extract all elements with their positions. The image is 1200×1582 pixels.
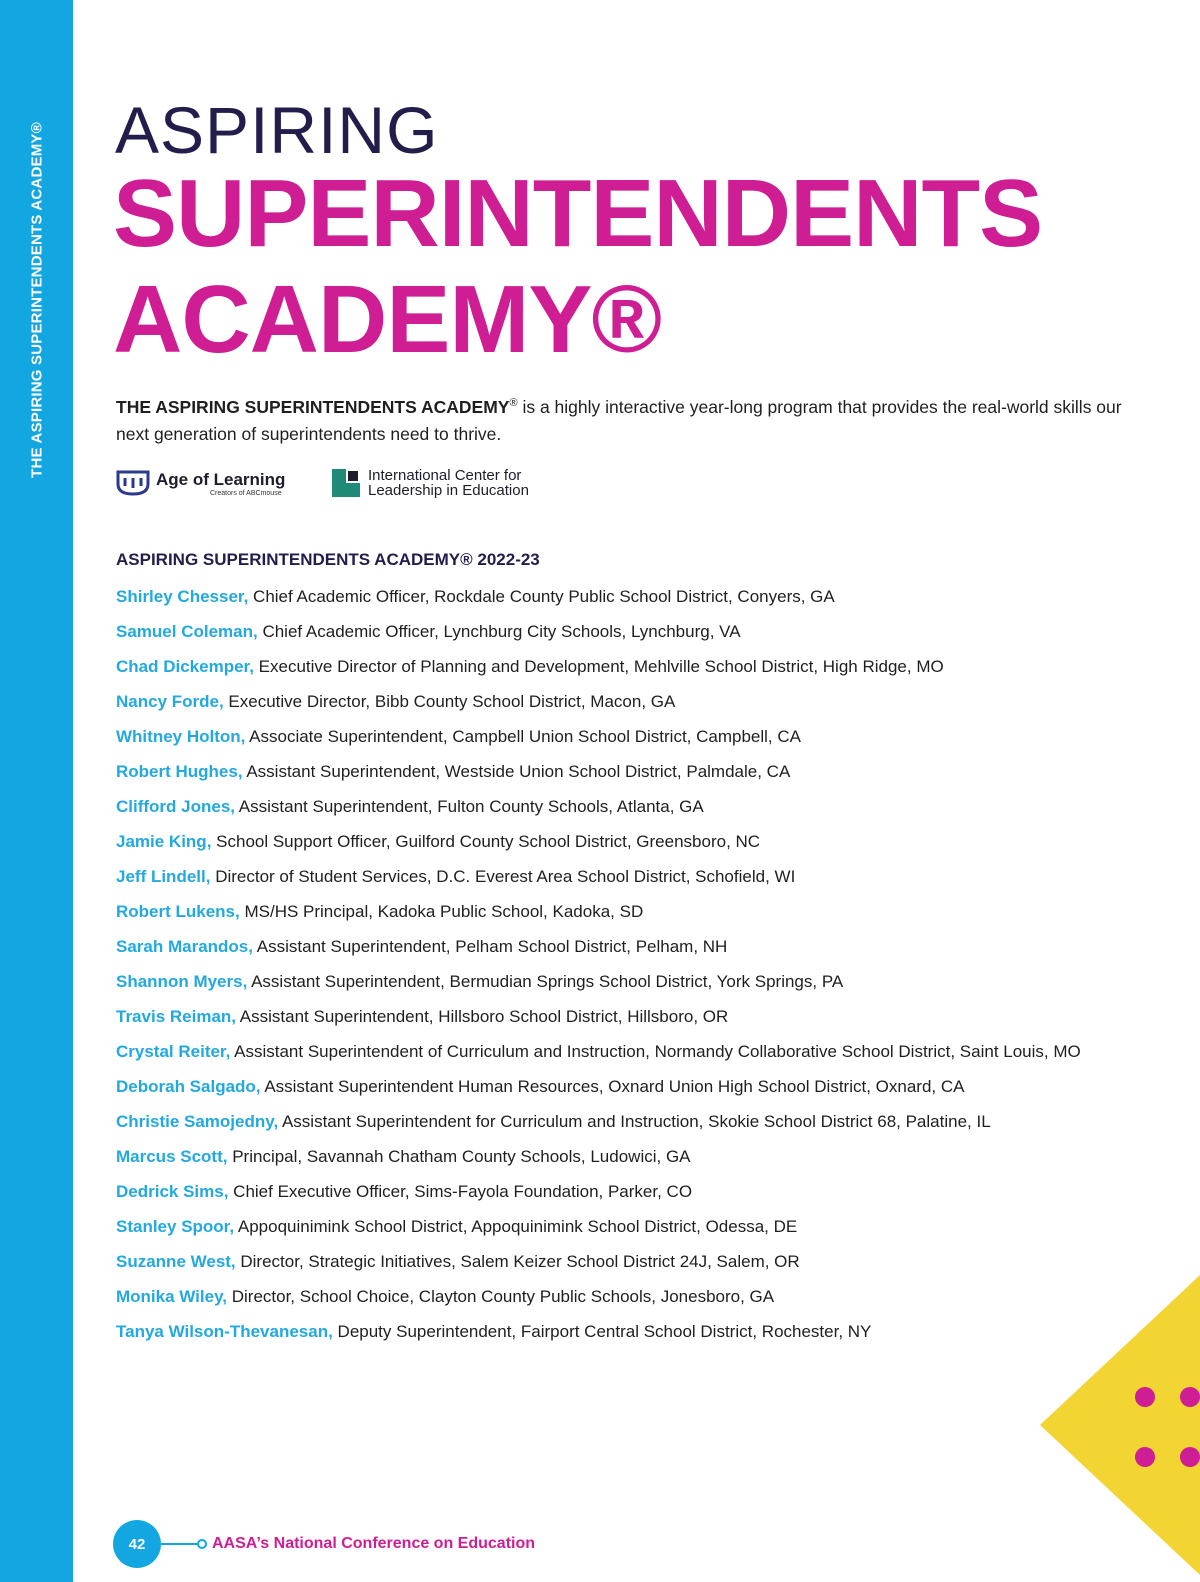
- member-name: Dedrick Sims,: [116, 1182, 229, 1201]
- member-detail: Director, School Choice, Clayton County Public Schools, Jonesboro, GA: [227, 1287, 775, 1306]
- member-entry: [116, 1178, 1126, 1213]
- member-name: Sarah Marandos,: [116, 937, 253, 956]
- member-name: Monika Wiley,: [116, 1287, 227, 1306]
- member-name: Marcus Scott,: [116, 1147, 228, 1166]
- member-name: Tanya Wilson-Thevanesan,: [116, 1322, 333, 1341]
- intro-bold: THE ASPIRING SUPERINTENDENTS ACADEMY: [116, 396, 510, 417]
- member-name: Jamie King,: [116, 832, 212, 851]
- member-name: Whitney Holton,: [116, 727, 246, 746]
- icle-name: [368, 468, 529, 498]
- member-entry: [116, 1318, 1126, 1353]
- member-detail: Principal, Savannah Chatham County Schools, Ludowici, GA: [227, 1147, 691, 1166]
- member-detail: Executive Director of Planning and Development, Mehlville School District, High Ridge, MO: [253, 657, 944, 676]
- footer-title: AASA’s National Conference on Education: [212, 1535, 536, 1552]
- member-entry: [116, 583, 1126, 618]
- member-detail: Deputy Superintendent, Fairport Central School District, Rochester, NY: [332, 1322, 872, 1341]
- member-name: Clifford Jones,: [116, 797, 236, 816]
- member-detail: Assistant Superintendent for Curriculum and Instruction, Skokie School District 68, Palatine, IL: [278, 1112, 991, 1131]
- footer-connector-dot: [197, 1539, 207, 1549]
- member-detail: Chief Academic Officer, Rockdale County Public School District, Conyers, GA: [248, 587, 835, 606]
- intro-reg-mark: ®: [509, 397, 518, 409]
- member-entry: [116, 758, 1126, 793]
- side-label: THE ASPIRING SUPERINTENDENTS ACADEMY®: [28, 122, 46, 478]
- page-number: 42: [113, 1520, 161, 1568]
- member-name: Crystal Reiter,: [116, 1042, 231, 1061]
- icle-line-1: International Center for: [368, 467, 522, 484]
- icle-logo: [332, 468, 572, 504]
- member-detail: Assistant Superintendent, Fulton County Schools, Atlanta, GA: [235, 797, 704, 816]
- member-detail: Chief Academic Officer, Lynchburg City Schools, Lynchburg, VA: [257, 622, 741, 641]
- member-entry: [116, 793, 1126, 828]
- icle-line-2: Leadership in Education: [368, 482, 529, 499]
- member-detail: Director of Student Services, D.C. Everest Area School District, Schofield, WI: [210, 867, 796, 886]
- member-entry: [116, 828, 1126, 863]
- member-entry: [116, 1213, 1126, 1248]
- intro-text: is a highly interactive year-long program that provides the real-world skills our next generation of superintendents need to thrive.: [116, 396, 1122, 444]
- member-entry: [116, 898, 1126, 933]
- member-entry: [116, 1248, 1126, 1283]
- member-name: Jeff Lindell,: [116, 867, 211, 886]
- member-entry: [116, 863, 1126, 898]
- member-detail: Associate Superintendent, Campbell Union School District, Campbell, CA: [245, 727, 801, 746]
- member-entry: [116, 1073, 1126, 1108]
- member-entry: [116, 723, 1126, 758]
- member-detail: School Support Officer, Guilford County School District, Greensboro, NC: [211, 832, 761, 851]
- icle-icon: [332, 469, 360, 497]
- yellow-diamond-decoration: [1040, 1275, 1200, 1575]
- member-detail: Assistant Superintendent of Curriculum and Instruction, Normandy Collaborative School District, Saint Louis, MO: [230, 1042, 1081, 1061]
- member-name: Deborah Salgado,: [116, 1077, 261, 1096]
- member-detail: Assistant Superintendent, Bermudian Springs School District, York Springs, PA: [247, 972, 844, 991]
- member-detail: Assistant Superintendent, Hillsboro School District, Hillsboro, OR: [236, 1007, 729, 1026]
- member-entry: [116, 1003, 1126, 1038]
- title-line-3: ACADEMY®: [113, 266, 662, 373]
- member-list: [116, 583, 1126, 1353]
- member-detail: Assistant Superintendent Human Resources, Oxnard Union High School District, Oxnard, CA: [260, 1077, 965, 1096]
- member-name: Samuel Coleman,: [116, 622, 258, 641]
- member-name: Suzanne West,: [116, 1252, 236, 1271]
- member-name: Stanley Spoor,: [116, 1217, 235, 1236]
- member-detail: MS/HS Principal, Kadoka Public School, Kadoka, SD: [239, 902, 644, 921]
- member-detail: Appoquinimink School District, Appoquinimink School District, Odessa, DE: [234, 1217, 798, 1236]
- age-of-learning-logo: [116, 468, 316, 504]
- member-name: Robert Lukens,: [116, 902, 240, 921]
- member-name: Shannon Myers,: [116, 972, 248, 991]
- intro-paragraph: [116, 390, 1126, 448]
- age-of-learning-name: Age of Learning: [156, 470, 286, 489]
- member-name: Travis Reiman,: [116, 1007, 237, 1026]
- title-line-2: SUPERINTENDENTS: [113, 160, 1043, 267]
- member-entry: [116, 653, 1126, 688]
- member-name: Shirley Chesser,: [116, 587, 249, 606]
- member-detail: Director, Strategic Initiatives, Salem Keizer School District 24J, Salem, OR: [235, 1252, 800, 1271]
- member-name: Nancy Forde,: [116, 692, 224, 711]
- member-entry: [116, 968, 1126, 1003]
- member-name: Chad Dickemper,: [116, 657, 254, 676]
- member-detail: Assistant Superintendent, Westside Union School District, Palmdale, CA: [242, 762, 791, 781]
- member-detail: Assistant Superintendent, Pelham School District, Pelham, NH: [253, 937, 728, 956]
- member-detail: Chief Executive Officer, Sims-Fayola Foundation, Parker, CO: [228, 1182, 693, 1201]
- member-entry: [116, 1038, 1126, 1073]
- side-bar: [0, 0, 73, 1582]
- member-entry: [116, 1108, 1126, 1143]
- member-name: Christie Samojedny,: [116, 1112, 279, 1131]
- member-detail: Executive Director, Bibb County School District, Macon, GA: [223, 692, 676, 711]
- member-entry: [116, 688, 1126, 723]
- footer-connector-line: [161, 1543, 199, 1545]
- age-of-learning-tagline: Creators of ABCmouse: [210, 490, 282, 497]
- member-entry: [116, 618, 1126, 653]
- member-entry: [116, 933, 1126, 968]
- list-heading: ASPIRING SUPERINTENDENTS ACADEMY® 2022-23: [116, 550, 540, 569]
- member-entry: [116, 1283, 1126, 1318]
- member-name: Robert Hughes,: [116, 762, 243, 781]
- title-line-1: ASPIRING: [115, 93, 439, 167]
- member-entry: [116, 1143, 1126, 1178]
- age-of-learning-icon: [116, 470, 150, 496]
